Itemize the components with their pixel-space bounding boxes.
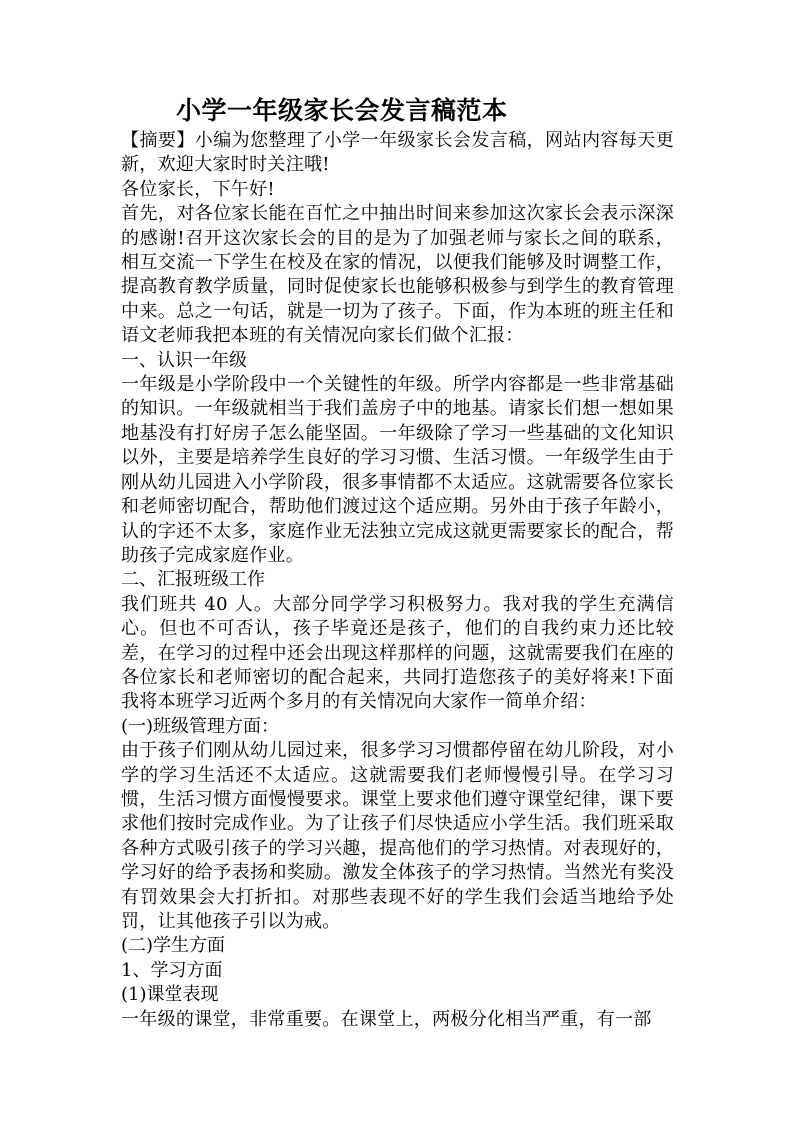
subsection-heading-classroom: (1)课堂表现 [121, 984, 219, 1006]
intro-paragraph: 首先，对各位家长能在百忙之中抽出时间来参加这次家长会表示深深的感谢!召开这次家长会的目的是为了加强老师与家长之间的联系，相互交流一下学生在校及在家的情况，以便我们能够及时调整工作，提高教育教学质量，同时促使家长也能够积极参与到学生的教育管理中来。总之一句话，就是一切为了孩子。下面，作为本班的班主任和语文老师我把本班的有关情况向家长们做个汇报： [121, 203, 674, 347]
subsection-heading-students: (二)学生方面 [121, 935, 226, 957]
document-body [121, 129, 674, 1032]
section-1-paragraph: 一年级是小学阶段中一个关键性的年级。所学内容都是一些非常基础的知识。一年级就相当于我们盖房子中的地基。请家长们想一想如果地基没有打好房子怎么能坚固。一年级除了学习一些基础的文化知识以外，主要是培养学生良好的学习习惯、生活习惯。一年级学生由于刚从幼儿园进入小学阶段，很多事情都不太适应。这就需要各位家长和老师密切配合，帮助他们渡过这个适应期。另外由于孩子年龄小，认的字还不太多，家庭作业无法独立完成这就更需要家长的配合，帮助孩子完成家庭作业。 [121, 374, 674, 566]
section-heading-1: 一、认识一年级 [121, 349, 247, 371]
page-title: 小学一年级家长会发言稿范本 [176, 96, 508, 125]
section-heading-2: 二、汇报班级工作 [121, 569, 265, 591]
subsection-heading-class-management: (一)班级管理方面： [121, 715, 280, 737]
subsection-heading-study: 1、学习方面 [121, 959, 223, 981]
classroom-paragraph: 一年级的课堂，非常重要。在课堂上，两极分化相当严重，有一部 [121, 1008, 652, 1030]
class-management-paragraph: 由于孩子们刚从幼儿园过来，很多学习习惯都停留在幼儿阶段，对小学的学习生活还不太适应。这就需要我们老师慢慢引导。在学习习惯，生活习惯方面慢慢要求。课堂上要求他们遵守课堂纪律，课下要求他们按时完成作业。为了让孩子们尽快适应小学生活。我们班采取各种方式吸引孩子的学习兴趣，提高他们的学习热情。对表现好的，学习好的给予表扬和奖励。激发全体孩子的学习热情。当然光有奖没有罚效果会大打折扣。对那些表现不好的学生我们会适当地给予处罚，让其他孩子引以为戒。 [121, 740, 674, 932]
abstract-paragraph: 【摘要】小编为您整理了小学一年级家长会发言稿，网站内容每天更新，欢迎大家时时关注哦! [121, 130, 674, 176]
section-2-paragraph: 我们班共 40 人。大部分同学学习积极努力。我对我的学生充满信心。但也不可否认，孩子毕竟还是孩子，他们的自我约束力还比较差，在学习的过程中还会出现这样那样的问题，这就需要我们在座的各位家长和老师密切的配合起来，共同打造您孩子的美好将来!下面我将本班学习近两个多月的有关情况向大家作一简单介绍： [121, 593, 674, 713]
greeting-paragraph: 各位家长，下午好! [121, 178, 275, 200]
